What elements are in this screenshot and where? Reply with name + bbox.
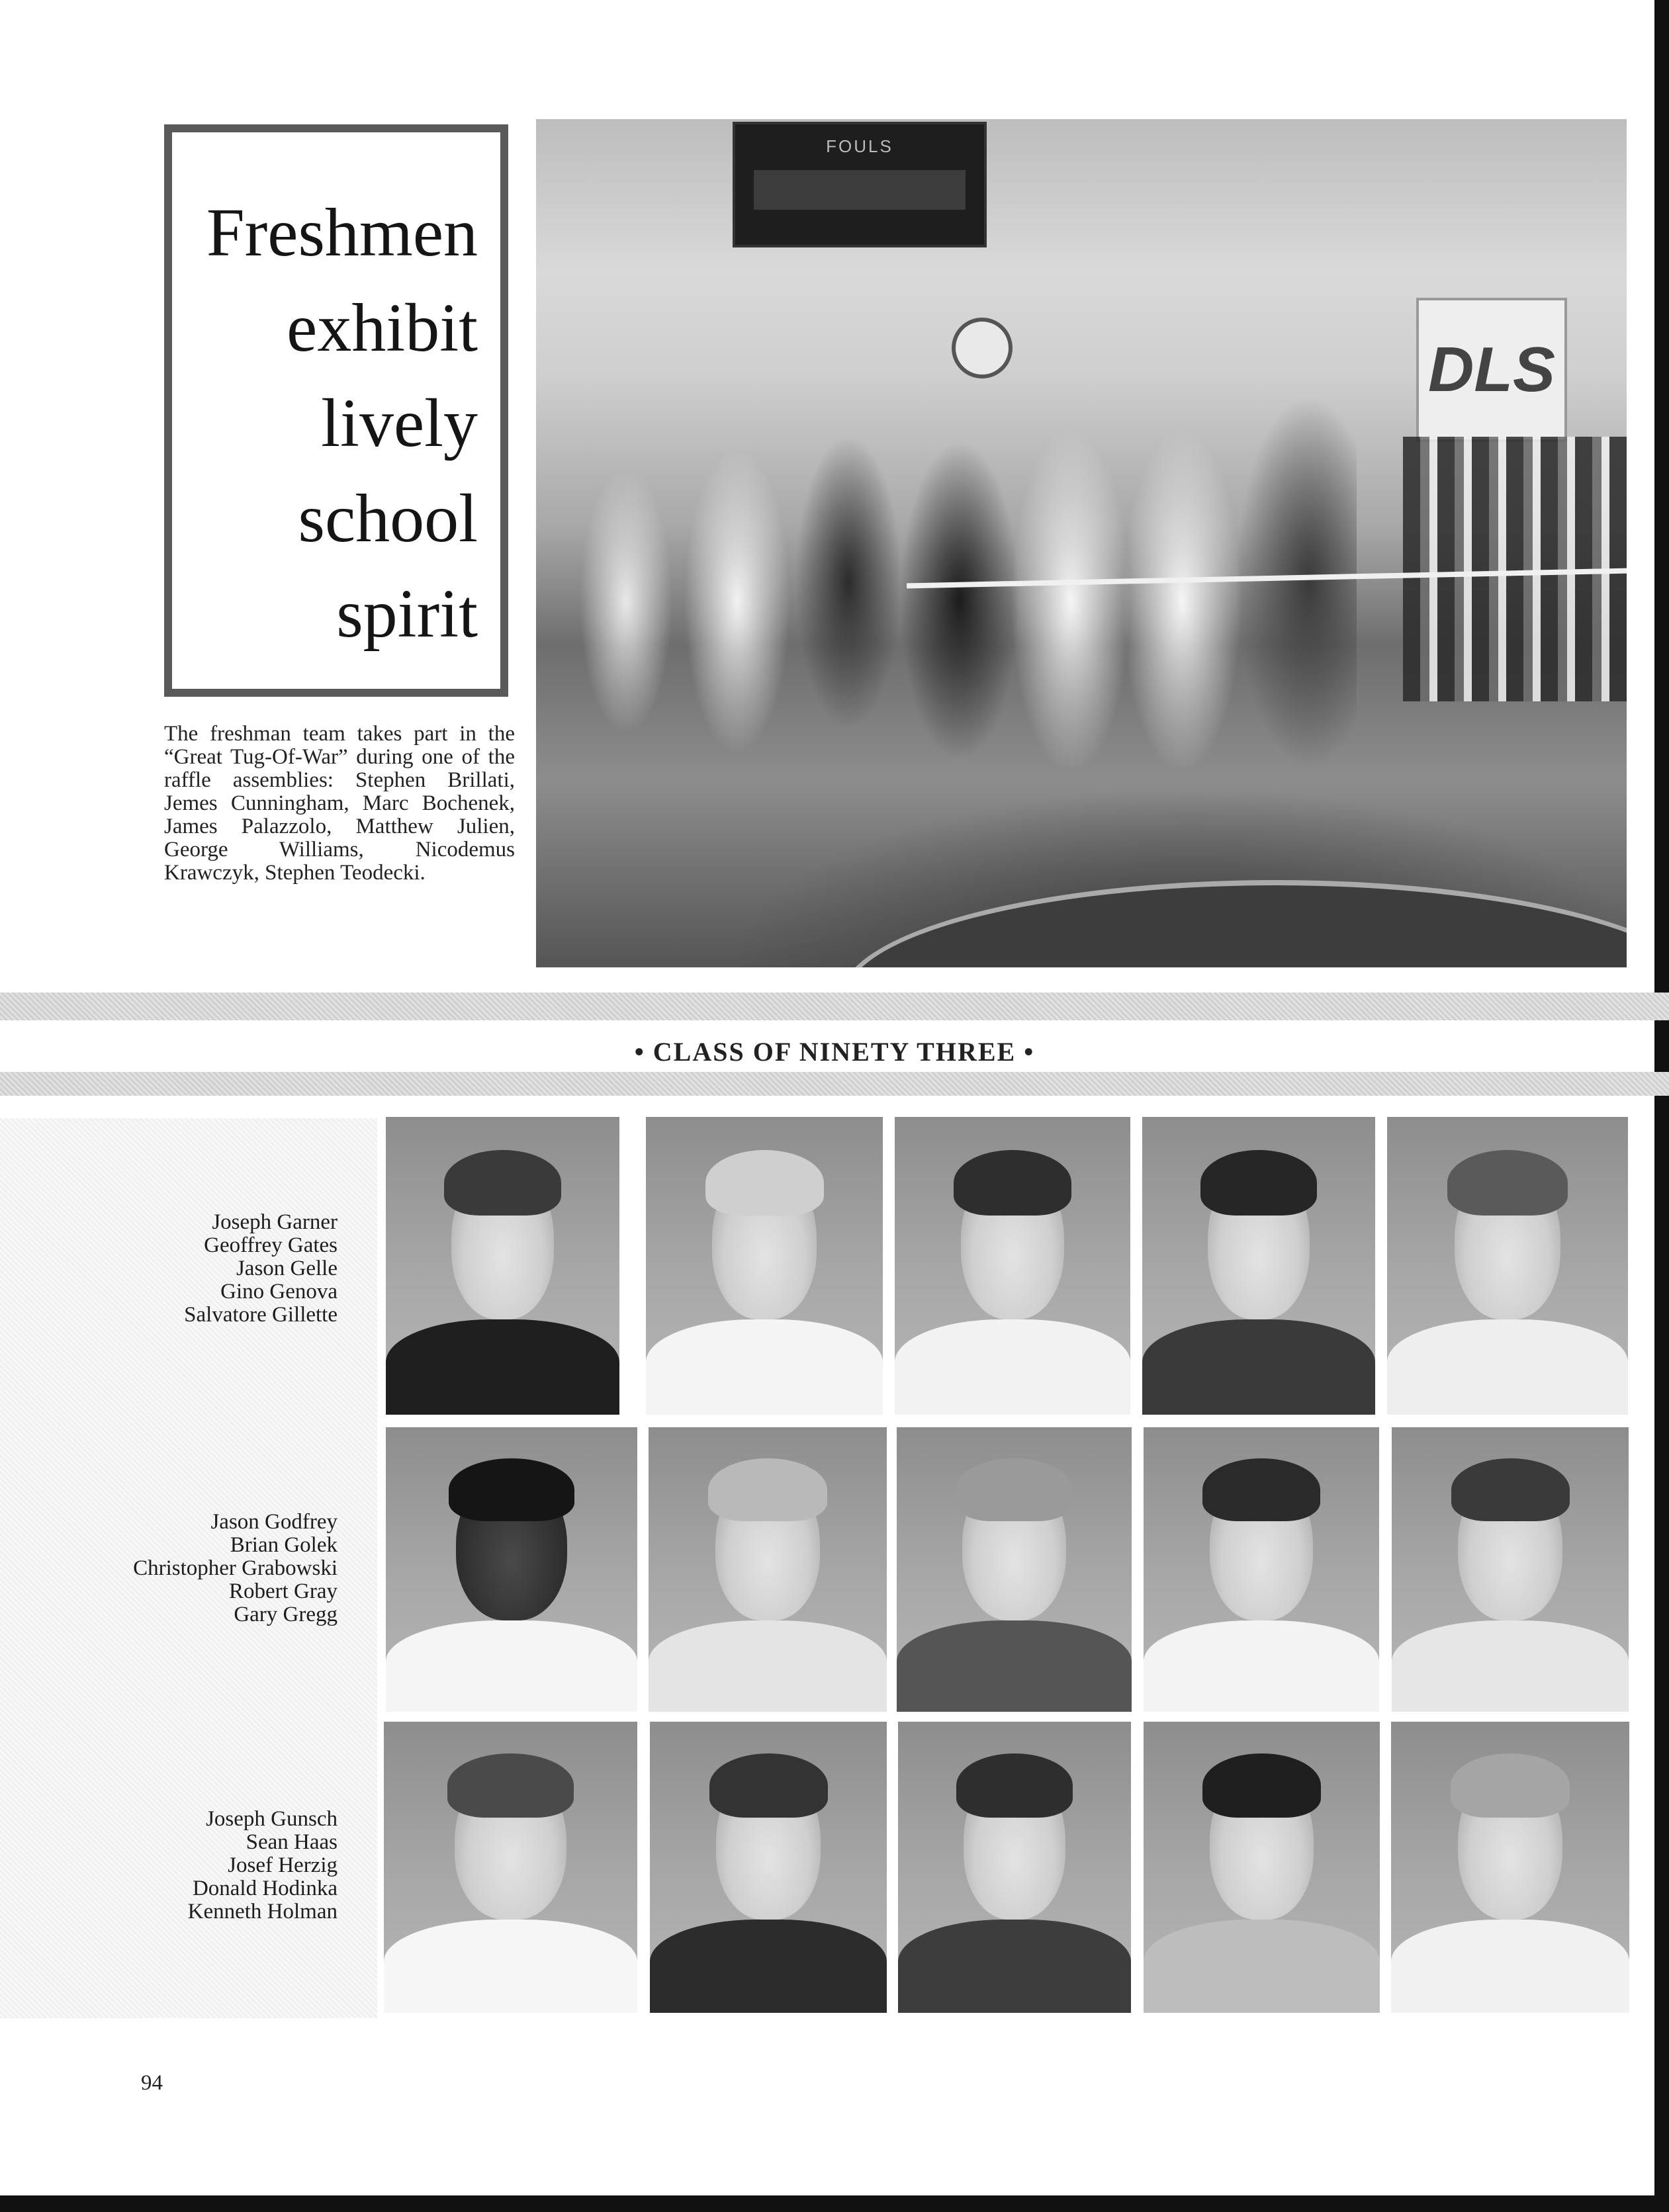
school-logo-banner: DLS (1416, 298, 1567, 442)
student-name: Salvatore Gillette (184, 1303, 338, 1327)
student-name: Joseph Gunsch (206, 1807, 338, 1831)
student-portrait (895, 1117, 1130, 1415)
student-portrait (1144, 1427, 1379, 1712)
student-portrait (1392, 1427, 1629, 1712)
student-name: Brian Golek (230, 1533, 338, 1557)
student-name: Gino Genova (220, 1280, 338, 1304)
page-number: 94 (141, 2071, 163, 2095)
student-name: Robert Gray (228, 1579, 338, 1603)
student-name: Christopher Grabowski (133, 1556, 338, 1580)
student-portrait (646, 1117, 883, 1415)
class-banner-title: • CLASS OF NINETY THREE • (634, 1037, 1035, 1067)
wall-clock-icon (952, 318, 1013, 378)
photo-caption: The freshman team takes part in the “Great Tug-Of-War” during one of the raffle assemblies: Stephen Brillati, Jemes Cunningham, Marc Bochenek, James Palazzolo, Matthew Julien, George Williams, Nicodemus Krawczyk, Stephen Teodecki. (164, 722, 515, 885)
student-portrait (1142, 1117, 1375, 1415)
page-edge-bottom (0, 2195, 1669, 2212)
page-edge-right (1654, 0, 1669, 2212)
headline-box (164, 124, 508, 697)
student-portrait (1387, 1117, 1628, 1415)
student-name: Jason Gelle (236, 1257, 338, 1280)
student-portrait (649, 1427, 887, 1712)
headline-line: lively (321, 385, 478, 461)
student-name: Kenneth Holman (187, 1900, 338, 1924)
headline-line: Freshmen (206, 195, 478, 271)
student-portrait (1391, 1722, 1629, 2013)
banner-stripe-bottom (0, 1072, 1669, 1096)
name-list-row-3 (66, 1808, 338, 1924)
student-portrait (897, 1427, 1132, 1712)
student-portrait (650, 1722, 887, 2013)
student-portrait (1144, 1722, 1380, 2013)
student-portrait (386, 1427, 637, 1712)
student-name: Gary Gregg (234, 1603, 338, 1626)
headline-line: spirit (336, 576, 478, 652)
student-portrait (384, 1722, 637, 2013)
student-name: Jason Godfrey (210, 1510, 338, 1534)
name-list-row-1 (66, 1211, 338, 1327)
scoreboard-digits (754, 170, 966, 210)
student-portrait (386, 1117, 619, 1415)
student-name: Joseph Garner (212, 1210, 338, 1234)
student-name: Geoffrey Gates (204, 1233, 338, 1257)
headline-line: exhibit (287, 290, 478, 366)
student-name: Sean Haas (246, 1830, 338, 1854)
scoreboard (733, 122, 987, 247)
student-portrait (898, 1722, 1131, 2013)
center-court-circle (840, 880, 1627, 967)
student-name: Josef Herzig (228, 1853, 338, 1877)
student-name: Donald Hodinka (192, 1877, 338, 1900)
tug-of-war-photo (536, 119, 1627, 967)
banner-stripe-top (0, 993, 1669, 1020)
name-list-row-2 (66, 1511, 338, 1626)
scoreboard-label: FOULS (826, 136, 893, 156)
headline-line: school (298, 480, 478, 556)
